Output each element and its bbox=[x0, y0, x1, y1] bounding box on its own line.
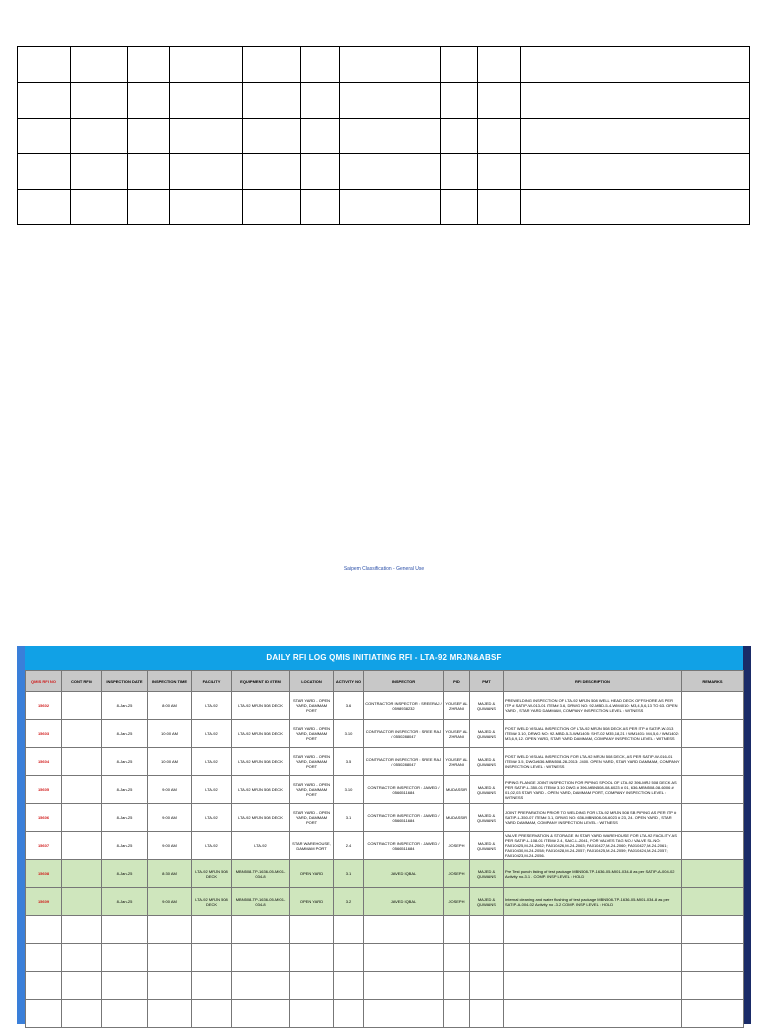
column-header: ACTIVITY NO bbox=[334, 671, 364, 692]
empty-grid-cell bbox=[478, 118, 521, 154]
column-header: INSPECTION DATE bbox=[102, 671, 148, 692]
table-cell: 8:00 AM bbox=[148, 692, 192, 720]
rfi-log-table bbox=[25, 670, 744, 1028]
empty-grid-cell bbox=[243, 118, 301, 154]
table-cell: LTA-92 MRJN 508 DECK bbox=[232, 720, 290, 748]
empty-cell bbox=[470, 916, 504, 944]
empty-cell bbox=[232, 944, 290, 972]
table-cell: 3.10 bbox=[334, 776, 364, 804]
table-cell: 15603 bbox=[26, 720, 62, 748]
empty-grid-cell bbox=[521, 189, 750, 225]
empty-row bbox=[26, 972, 744, 1000]
table-cell: 3.1 bbox=[334, 860, 364, 888]
table-cell: 15607 bbox=[26, 832, 62, 860]
table-cell bbox=[62, 720, 102, 748]
empty-grid-cell bbox=[170, 47, 243, 83]
empty-cell bbox=[334, 972, 364, 1000]
empty-grid-cell bbox=[340, 154, 441, 190]
empty-cell bbox=[62, 944, 102, 972]
table-cell: LTA-92 bbox=[192, 804, 232, 832]
empty-grid-cell bbox=[128, 47, 170, 83]
empty-grid-cell bbox=[521, 154, 750, 190]
table-cell: 3.5 bbox=[334, 748, 364, 776]
empty-row bbox=[26, 1000, 744, 1028]
empty-grid-cell bbox=[71, 47, 128, 83]
table-row bbox=[26, 720, 744, 748]
table-cell: PREWELDING INSPECTION OF LTA-92 MRJN 508 WELL HEAD DECK OFFSHORE AS PER ITP # SATIP-W-013-01 ITEM# 3.6, DRWG NO: 92-MBD-5-4-WM4010: M3,4,5,6,13 TO 63. OPEN YARD , STAR YARD DAMMAM, COMPANY INSPECTION LEVEL : WITNESS bbox=[504, 692, 682, 720]
table-cell: MBN508-TP-1636-05-MI01-034-8 bbox=[232, 860, 290, 888]
empty-cell bbox=[62, 916, 102, 944]
table-row bbox=[26, 776, 744, 804]
empty-grid-cell bbox=[478, 189, 521, 225]
table-cell bbox=[682, 804, 744, 832]
table-cell: MAJED & QUWAINS bbox=[470, 804, 504, 832]
table-cell bbox=[682, 832, 744, 860]
empty-cell bbox=[192, 944, 232, 972]
table-cell: JAVED IQBAL bbox=[364, 860, 444, 888]
table-cell: 8:30 AM bbox=[148, 860, 192, 888]
empty-grid-cell bbox=[441, 118, 478, 154]
table-cell: OPEN YARD bbox=[290, 860, 334, 888]
table-cell: MUDASSIR bbox=[444, 804, 470, 832]
table-cell: CONTRACTOR INSPECTOR : SREERAJ / 0598938232 bbox=[364, 692, 444, 720]
empty-grid-cell bbox=[18, 83, 71, 119]
empty-cell bbox=[26, 944, 62, 972]
empty-grid-cell bbox=[243, 189, 301, 225]
table-cell: 15604 bbox=[26, 748, 62, 776]
empty-cell bbox=[682, 972, 744, 1000]
empty-cell bbox=[232, 916, 290, 944]
column-header: EQUIPMENT ID /ITEM bbox=[232, 671, 290, 692]
empty-cell bbox=[290, 944, 334, 972]
empty-cell bbox=[26, 916, 62, 944]
table-cell: 9:00 AM bbox=[148, 888, 192, 916]
table-row bbox=[26, 804, 744, 832]
table-cell: CONTRACTOR INSPECTOR : SREE RAJ / 0550288047 bbox=[364, 720, 444, 748]
table-cell: POST WELD VISUAL INSPECTION OF LTA-92 MRJN 508 DECK AS PER ITP # SATIP-W-013 ITEM# 3.10, DRWG NO: 92-MBD-5-3-WM1405: SHT-02 M35,18,21 / WM1401: M4,5,6 / WM1402: M3,6,9,12. OPEN YARD, STAR YARD DAMMAM, COMPANY INSPECTION LEVEL : WITNESS bbox=[504, 720, 682, 748]
empty-grid-cell bbox=[71, 83, 128, 119]
table-cell: STAR WAREHOUSE, DAMMAM PORT bbox=[290, 832, 334, 860]
empty-cell bbox=[148, 944, 192, 972]
empty-cell bbox=[682, 944, 744, 972]
empty-grid-cell bbox=[340, 189, 441, 225]
empty-grid-cell bbox=[170, 189, 243, 225]
table-cell: Pre Test punch listing of test package MBN508-TP-1636-05-MI01-034-8 as per SATIP-A-004-02 Activity no-3.1 . COMP. INSP LEVEL : HOLD bbox=[504, 860, 682, 888]
empty-grid-cell bbox=[243, 83, 301, 119]
empty-grid-cell bbox=[521, 118, 750, 154]
empty-grid-row bbox=[18, 189, 750, 225]
table-cell: CONTRACTOR INSPECTOR : JAWED / 0566511684 bbox=[364, 776, 444, 804]
table-cell: MAJED & QUWAINS bbox=[470, 692, 504, 720]
table-cell: Internal cleaning and water flushing of test package MBN508-TP-1636-05-MI01-034-8 as per SATIP-A-004-02 Activity no -3.2 COMP. INSP LEVEL : HOLD bbox=[504, 888, 682, 916]
empty-cell bbox=[364, 916, 444, 944]
empty-cell bbox=[470, 944, 504, 972]
table-cell bbox=[62, 804, 102, 832]
table-cell: LTA-92 MRJN 508 DECK bbox=[192, 860, 232, 888]
table-cell bbox=[682, 860, 744, 888]
empty-cell bbox=[682, 1000, 744, 1028]
column-header: INSPECTION TIME bbox=[148, 671, 192, 692]
table-cell: LTA-92 MRJN 508 DECK bbox=[192, 888, 232, 916]
column-header: LOCATION bbox=[290, 671, 334, 692]
column-header: PID bbox=[444, 671, 470, 692]
empty-grid-cell bbox=[71, 154, 128, 190]
log-title: DAILY RFI LOG QMIS INITIATING RFI - LTA-92 MRJN&ABSF bbox=[25, 646, 743, 670]
empty-grid-cell bbox=[301, 47, 340, 83]
empty-cell bbox=[290, 1000, 334, 1028]
empty-cell bbox=[444, 944, 470, 972]
empty-grid-cell bbox=[243, 154, 301, 190]
table-cell: 8-Jan-25 bbox=[102, 860, 148, 888]
table-row bbox=[26, 748, 744, 776]
table-cell: LTA-92 MRJN 508 DECK bbox=[232, 748, 290, 776]
empty-cell bbox=[504, 944, 682, 972]
empty-cell bbox=[470, 1000, 504, 1028]
table-cell: STAR YARD - OPEN YARD, DAMMAM PORT bbox=[290, 692, 334, 720]
table-cell: LTA-92 bbox=[192, 776, 232, 804]
table-cell: 2.4 bbox=[334, 832, 364, 860]
empty-grid-cell bbox=[301, 118, 340, 154]
table-cell: YOUSEF AL ZHRANI bbox=[444, 748, 470, 776]
empty-grid-row bbox=[18, 154, 750, 190]
empty-grid-cell bbox=[478, 154, 521, 190]
empty-cell bbox=[682, 916, 744, 944]
log-header-row bbox=[26, 671, 744, 692]
table-cell: CONTRACTOR INSPECTOR : JAWED / 0566511684 bbox=[364, 832, 444, 860]
empty-grid-cell bbox=[128, 154, 170, 190]
table-cell: STAR YARD - OPEN YARD, DAMMAM PORT bbox=[290, 748, 334, 776]
table-cell: YOUSEF AL ZHRANI bbox=[444, 720, 470, 748]
table-cell: 15608 bbox=[26, 860, 62, 888]
empty-grid-cell bbox=[478, 47, 521, 83]
table-cell: LTA-92 bbox=[192, 832, 232, 860]
table-cell: JOSEPH bbox=[444, 860, 470, 888]
table-cell: LTA-92 bbox=[232, 832, 290, 860]
empty-grid-row bbox=[18, 47, 750, 83]
empty-cell bbox=[62, 972, 102, 1000]
empty-grid-cell bbox=[243, 47, 301, 83]
empty-cell bbox=[364, 944, 444, 972]
empty-grid-row bbox=[18, 118, 750, 154]
empty-row bbox=[26, 944, 744, 972]
table-cell bbox=[62, 888, 102, 916]
column-header: INSPECTOR bbox=[364, 671, 444, 692]
table-cell: CONTRACTOR INSPECTOR : SREE RAJ / 0550288047 bbox=[364, 748, 444, 776]
table-cell: JOSEPH bbox=[444, 832, 470, 860]
empty-cell bbox=[334, 944, 364, 972]
empty-cell bbox=[232, 972, 290, 1000]
empty-grid-cell bbox=[128, 189, 170, 225]
empty-cell bbox=[444, 972, 470, 1000]
empty-cell bbox=[504, 1000, 682, 1028]
table-cell: 3.6 bbox=[334, 692, 364, 720]
empty-cell bbox=[364, 1000, 444, 1028]
empty-grid-cell bbox=[441, 154, 478, 190]
empty-grid-cell bbox=[128, 118, 170, 154]
table-cell: 9:00 AM bbox=[148, 832, 192, 860]
table-cell bbox=[62, 832, 102, 860]
empty-grid-cell bbox=[71, 189, 128, 225]
empty-cell bbox=[102, 1000, 148, 1028]
table-cell: 8-Jan-25 bbox=[102, 888, 148, 916]
empty-grid-cell bbox=[441, 47, 478, 83]
empty-grid-row bbox=[18, 83, 750, 119]
table-cell: 15606 bbox=[26, 804, 62, 832]
table-cell: LTA-92 MRJN 508 DECK bbox=[232, 804, 290, 832]
table-cell: STAR YARD - OPEN YARD, DAMMAM PORT bbox=[290, 804, 334, 832]
empty-row bbox=[26, 916, 744, 944]
empty-grid-cell bbox=[18, 189, 71, 225]
table-cell: STAR YARD - OPEN YARD, DAMMAM PORT bbox=[290, 776, 334, 804]
empty-grid-cell bbox=[18, 154, 71, 190]
empty-cell bbox=[102, 916, 148, 944]
table-cell: PIPING FLANGE JOINT INSPECTION FOR PIPING SPOOL OF LTA-92 396-MRJ 508 DECK AS PER SATIP-L-350-01 ITEM# 3.10 DWG # 396-MBN508-08-6023 # 01, 636-MBN508-08-6006 # 01,02,03 STAR YARD - OPEN YARD, DAMMAM PORT, COMPANY INSPECTION LEVEL : WITNESS bbox=[504, 776, 682, 804]
table-cell: MBN508-TP-1636-05-MI01-034-8 bbox=[232, 888, 290, 916]
table-cell: 9:00 AM bbox=[148, 804, 192, 832]
empty-grid-cell bbox=[521, 47, 750, 83]
table-cell: YOUSEF AL ZHRANI bbox=[444, 692, 470, 720]
empty-cell bbox=[26, 972, 62, 1000]
table-cell: JOSEPH bbox=[444, 888, 470, 916]
table-cell: 8-Jan-25 bbox=[102, 720, 148, 748]
table-cell: OPEN YARD bbox=[290, 888, 334, 916]
empty-grid-cell bbox=[301, 154, 340, 190]
table-cell: 3.2 bbox=[334, 888, 364, 916]
table-cell: 9:00 AM bbox=[148, 776, 192, 804]
rfi-log-sheet bbox=[17, 646, 743, 1024]
table-cell: 8-Jan-25 bbox=[102, 748, 148, 776]
column-header: QMIS RFI NO bbox=[26, 671, 62, 692]
table-cell: LTA-92 MRJN 508 DECK bbox=[232, 692, 290, 720]
empty-cell bbox=[192, 916, 232, 944]
table-cell: MAJED & QUWAINS bbox=[470, 832, 504, 860]
table-cell bbox=[62, 776, 102, 804]
empty-cell bbox=[148, 916, 192, 944]
table-cell: 10:00 AM bbox=[148, 748, 192, 776]
empty-cell bbox=[62, 1000, 102, 1028]
empty-cell bbox=[102, 944, 148, 972]
empty-grid-cell bbox=[478, 83, 521, 119]
empty-grid-cell bbox=[340, 83, 441, 119]
table-cell: MAJED & QUWAINS bbox=[470, 748, 504, 776]
empty-grid-cell bbox=[71, 118, 128, 154]
empty-cell bbox=[26, 1000, 62, 1028]
table-cell bbox=[682, 776, 744, 804]
table-row bbox=[26, 860, 744, 888]
empty-grid-cell bbox=[301, 83, 340, 119]
table-cell: LTA-92 bbox=[192, 692, 232, 720]
table-row bbox=[26, 692, 744, 720]
empty-grid-cell bbox=[170, 83, 243, 119]
empty-cell bbox=[444, 1000, 470, 1028]
table-cell: VALVE PRESERVATION & STORAGE IN STAR YARD WAREHOUSE FOR LTA-92 FACILITY AS PER SATIP-L-108-01 ITEM# 2.4, SAIC-L-2041, FOR VALVES TAG NO./ VALVE SL.NO: FA010425,M-24-2062; FA010426,M-24-2063; FA010427,M-24-2060; FA010427,M-24-2061; FA010430,M-24-2058; FA010428,M-24-2057; FA010425,M-24-2059; FA010424,M-24-2057; FA010423,M-24-2056. bbox=[504, 832, 682, 860]
empty-grid-cell bbox=[521, 83, 750, 119]
empty-grid-cell bbox=[441, 189, 478, 225]
empty-cell bbox=[334, 1000, 364, 1028]
column-header: CONT RFI# bbox=[62, 671, 102, 692]
table-cell bbox=[682, 692, 744, 720]
table-cell bbox=[682, 888, 744, 916]
table-cell: MAJED & QUWAINS bbox=[470, 860, 504, 888]
empty-grid-cell bbox=[18, 118, 71, 154]
table-cell bbox=[62, 748, 102, 776]
table-cell: MAJED & QUWAINS bbox=[470, 776, 504, 804]
empty-cell bbox=[470, 972, 504, 1000]
column-header: PMT bbox=[470, 671, 504, 692]
empty-cell bbox=[504, 972, 682, 1000]
column-header: FACILITY bbox=[192, 671, 232, 692]
empty-cell bbox=[102, 972, 148, 1000]
table-cell: 8-Jan-25 bbox=[102, 832, 148, 860]
sheet-inner bbox=[25, 646, 743, 1024]
table-cell: LTA-92 bbox=[192, 720, 232, 748]
table-cell: 3.10 bbox=[334, 720, 364, 748]
table-cell: 15605 bbox=[26, 776, 62, 804]
empty-cell bbox=[148, 972, 192, 1000]
empty-grid-cell bbox=[441, 83, 478, 119]
empty-cell bbox=[334, 916, 364, 944]
table-cell: LTA-92 bbox=[192, 748, 232, 776]
column-header: REMARKS bbox=[682, 671, 744, 692]
table-cell: 15609 bbox=[26, 888, 62, 916]
empty-cell bbox=[148, 1000, 192, 1028]
table-cell: MUDASSIR bbox=[444, 776, 470, 804]
column-header: RFI DESCRIPTION bbox=[504, 671, 682, 692]
empty-grid-table bbox=[17, 46, 750, 225]
empty-grid-cell bbox=[18, 47, 71, 83]
table-cell bbox=[62, 860, 102, 888]
table-cell: 8-Jan-25 bbox=[102, 804, 148, 832]
table-cell: STAR YARD - OPEN YARD, DAMMAM PORT bbox=[290, 720, 334, 748]
table-cell bbox=[682, 748, 744, 776]
table-cell: JAVED IQBAL bbox=[364, 888, 444, 916]
table-cell: CONTRACTOR INSPECTOR : JAWED / 0566511684 bbox=[364, 804, 444, 832]
table-cell: 8-Jan-25 bbox=[102, 776, 148, 804]
empty-cell bbox=[504, 916, 682, 944]
empty-grid-cell bbox=[340, 47, 441, 83]
table-cell: LTA-92 MRJN 508 DECK bbox=[232, 776, 290, 804]
empty-cell bbox=[290, 972, 334, 1000]
table-cell: JOINT PREPARATION PRIOR TO WELDING FOR LTA-92 MRJN 508 SB PIPING AS PER ITP # SATIP-L-350-07 ITEM# 3.1, DRWG NO: 636-MBN508-08-6023 # 23, 24. OPEN YARD , STAR YARD DAMMAM, COMPANY INSPECTION LEVEL : WITNESS bbox=[504, 804, 682, 832]
table-row bbox=[26, 888, 744, 916]
table-row bbox=[26, 832, 744, 860]
empty-cell bbox=[444, 916, 470, 944]
empty-cell bbox=[232, 1000, 290, 1028]
table-cell: 15602 bbox=[26, 692, 62, 720]
empty-grid-cell bbox=[170, 118, 243, 154]
empty-cell bbox=[192, 1000, 232, 1028]
empty-grid-cell bbox=[170, 154, 243, 190]
table-cell: 3.1 bbox=[334, 804, 364, 832]
table-cell bbox=[62, 692, 102, 720]
table-cell: MAJED & QUWAINS bbox=[470, 720, 504, 748]
empty-grid-cell bbox=[301, 189, 340, 225]
classification-label: Saipem Classification - General Use bbox=[343, 566, 425, 572]
empty-grid-cell bbox=[128, 83, 170, 119]
empty-grid-cell bbox=[340, 118, 441, 154]
table-cell bbox=[682, 720, 744, 748]
table-cell: MAJED & QUWAINS bbox=[470, 888, 504, 916]
empty-cell bbox=[290, 916, 334, 944]
empty-cell bbox=[192, 972, 232, 1000]
empty-cell bbox=[364, 972, 444, 1000]
table-cell: POST WELD VISUAL INSPECTION FOR LTA-92 MRJN 508 DECK, AS PER SATIP-W-016-01 ITEM# 3.5, DWG#636-MBN508-28-2013: J400. OPEN YARD, STAR YARD DAMMAM, COMPANY INSPECTION LEVEL : WITNESS bbox=[504, 748, 682, 776]
table-cell: 8-Jan-25 bbox=[102, 692, 148, 720]
table-cell: 10:00 AM bbox=[148, 720, 192, 748]
